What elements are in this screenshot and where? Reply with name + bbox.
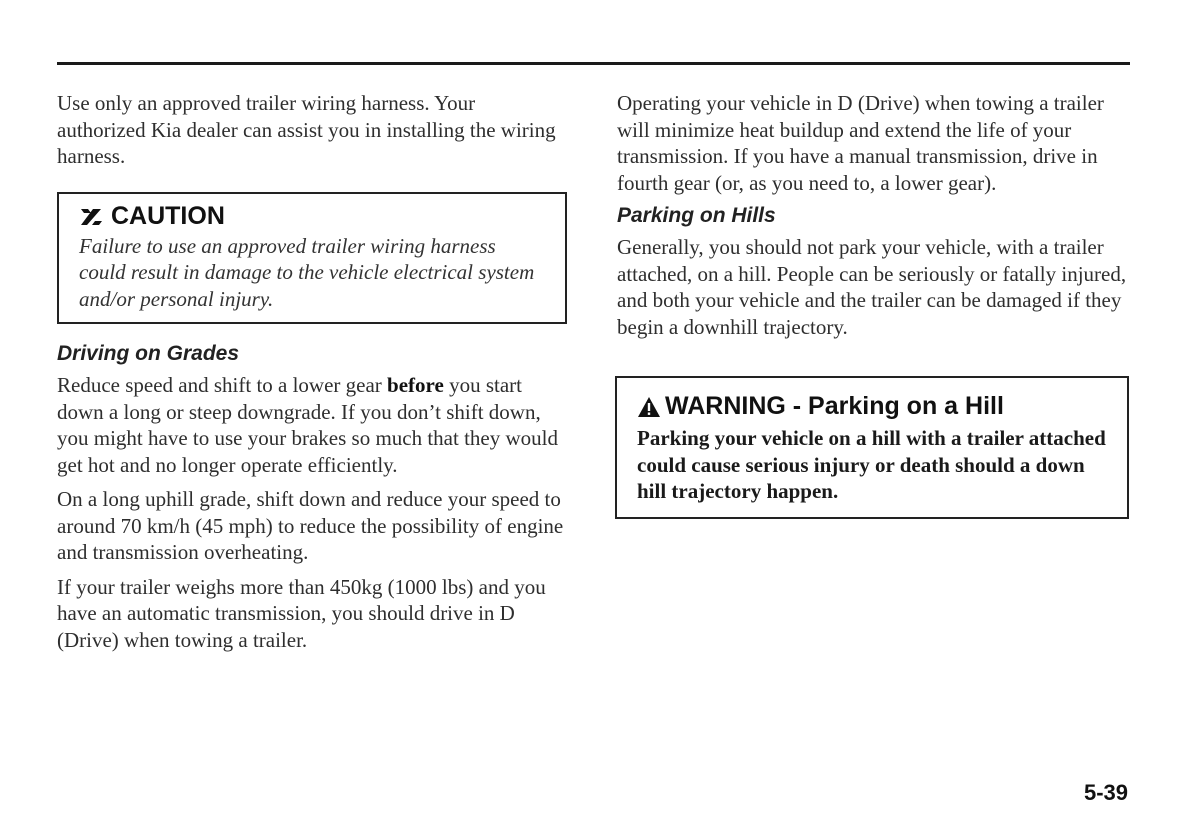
drive-paragraph: Operating your vehicle in D (Drive) when towing a trailer will minimize heat buildup and extend the life of your transmission. If you have a manual transmission, drive in fourth gear (or, as you need to, a lower gear). xyxy=(617,91,1104,195)
grades-p1-start: Reduce speed and shift to a lower gear xyxy=(57,373,388,397)
grades-paragraph-2: On a long uphill grade, shift down and reduce your speed to around 70 km/h (45 mph) to reduce the possibility of engine and transmission overheating. xyxy=(57,487,564,564)
page-number: 5-39 xyxy=(1083,780,1128,805)
caution-icon xyxy=(79,205,107,227)
caution-text: Failure to use an approved trailer wiring harness could result in damage to the vehicle electrical system and/or personal injury. xyxy=(79,233,535,311)
grades-p1-emphasis: before xyxy=(387,373,444,397)
left-column xyxy=(57,90,567,661)
warning-heading xyxy=(637,392,1107,421)
header-rule xyxy=(57,62,1130,65)
hills-heading: Parking on Hills xyxy=(617,204,776,227)
grades-paragraph-1 xyxy=(57,372,567,478)
hills-paragraph: Generally, you should not park your vehicle, with a trailer attached, on a hill. People can be seriously or fatally injured, and both your vehicle and the trailer can be damaged if they begin a downhill trajectory. xyxy=(617,235,1127,339)
caution-heading xyxy=(79,202,545,231)
caution-title: CAUTION xyxy=(111,201,225,230)
grades-heading: Driving on Grades xyxy=(57,342,240,365)
warning-text: Parking your vehicle on a hill with a trailer attached could cause serious injury or death should a down hill trajectory happen. xyxy=(637,426,1106,503)
right-column xyxy=(617,90,1129,519)
caution-box xyxy=(57,192,567,325)
warning-triangle-icon xyxy=(637,396,661,418)
warning-title: WARNING - Parking on a Hill xyxy=(665,392,1004,420)
warning-box xyxy=(615,376,1129,519)
intro-paragraph: Use only an approved trailer wiring harness. Your authorized Kia dealer can assist you in installing the wiring harness. xyxy=(57,91,556,168)
grades-p1-end: you start down a long or steep downgrade. If you don’t shift down, you might have to use your brakes so much that they would get hot and no longer operate efficiently. xyxy=(57,373,558,477)
grades-paragraph-3: If your trailer weighs more than 450kg (1000 lbs) and you have an automatic transmission, you should drive in D (Drive) when towing a trailer. xyxy=(57,574,546,652)
